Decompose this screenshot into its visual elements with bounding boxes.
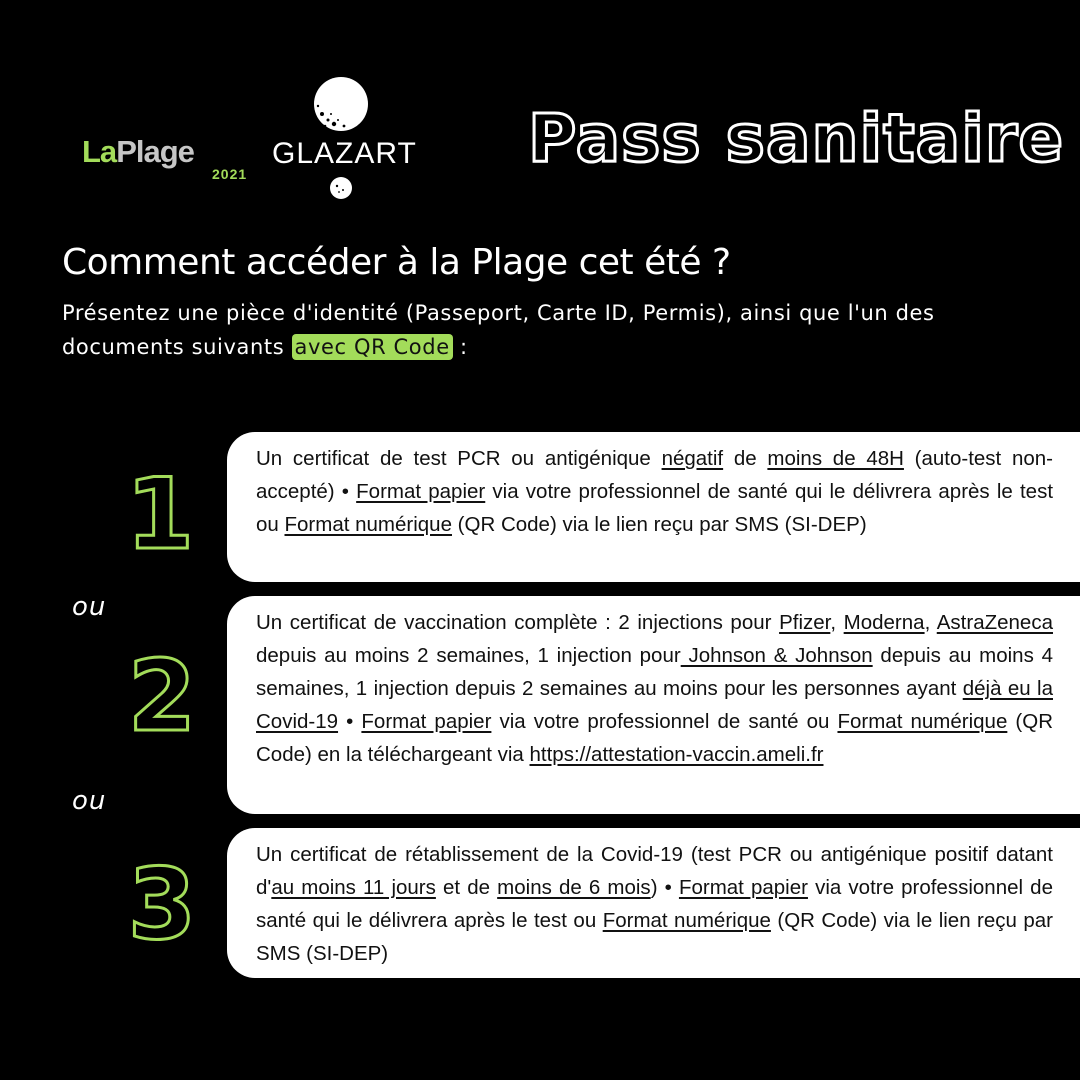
underlined-term: négatif — [661, 447, 724, 470]
option-number-3: 3 — [127, 848, 197, 962]
underlined-term: Format papier — [361, 710, 492, 733]
underlined-term: https://attestation-vaccin.ameli.fr — [529, 743, 824, 766]
underlined-term: Pfizer — [779, 611, 831, 634]
underlined-term: AstraZeneca — [936, 611, 1053, 634]
separator-ou-2: ou — [72, 786, 107, 816]
underlined-term: Format papier — [678, 876, 808, 899]
underlined-term: Format papier — [356, 480, 486, 503]
underlined-term: moins de 6 mois — [497, 876, 651, 899]
option-card-1 — [227, 432, 1080, 582]
option-text-segment: via votre professionnel de santé ou — [491, 710, 838, 733]
underlined-term: déjà eu la Covid-19 — [256, 677, 1053, 733]
laplage-logo: LaPlage — [82, 134, 194, 169]
underlined-term: Johnson & Johnson — [680, 644, 873, 667]
option-text-segment: Un certificat de test PCR ou antigénique — [256, 447, 662, 470]
option-text-segment: • — [338, 710, 362, 733]
option-text-segment: Un certificat de vaccination complète : 2 injections pour — [256, 611, 780, 634]
option-number-1: 1 — [125, 458, 195, 572]
option-text-3 — [256, 838, 1053, 970]
option-text-segment: via votre professionnel de santé qui le délivrera après le test ou — [256, 480, 1054, 536]
option-text-segment: (QR Code) en la téléchargeant via — [256, 710, 1054, 766]
logo-year: 2021 — [212, 166, 248, 182]
option-text-segment: de — [723, 447, 768, 470]
option-card-2 — [227, 596, 1080, 814]
qr-code-highlight: avec QR Code — [292, 334, 453, 360]
option-text-1 — [256, 442, 1053, 541]
intro-text: Présentez une pièce d'identité (Passeport, Carte ID, Permis), ainsi que l'un des documents suivants avec QR Code : — [62, 301, 935, 359]
option-text-segment: depuis au moins 2 semaines, 1 injection pour — [256, 644, 681, 667]
option-text-segment: (QR Code) via le lien reçu par SMS (SI-DEP) — [451, 513, 867, 536]
option-text-segment: (auto-test non-accepté) • — [256, 447, 1054, 503]
option-number-2: 2 — [127, 640, 197, 754]
option-card-3 — [227, 828, 1080, 978]
option-text-segment: , — [830, 611, 844, 634]
option-text-segment: via votre professionnel de santé qui le délivrera après le test ou — [256, 876, 1053, 932]
option-text-segment: (QR Code) via le lien reçu par SMS (SI-DEP) — [256, 909, 1053, 965]
glazart-logo: GLAZART — [272, 137, 417, 170]
page-title: Pass sanitaire — [528, 100, 1065, 177]
underlined-term: Format numérique — [837, 710, 1008, 733]
underlined-term: moins de 48H — [767, 447, 904, 470]
option-text-segment: depuis au moins 4 semaines, 1 injection depuis 2 semaines au moins pour les personnes ayant — [256, 644, 1053, 700]
underlined-term: Format numérique — [602, 909, 771, 932]
option-text-segment: , — [924, 611, 937, 634]
underlined-term: au moins 11 jours — [271, 876, 436, 899]
intro-heading: Comment accéder à la Plage cet été ? — [62, 242, 731, 283]
separator-ou-1: ou — [72, 592, 107, 622]
option-text-segment: Un certificat de rétablissement de la Covid-19 (test PCR ou antigénique positif datant d' — [256, 843, 1053, 899]
option-text-segment: ) • — [650, 876, 679, 899]
underlined-term: Format numérique — [284, 513, 452, 536]
option-text-segment: et de — [435, 876, 498, 899]
underlined-term: Moderna — [843, 611, 925, 634]
option-text-2 — [256, 606, 1053, 771]
